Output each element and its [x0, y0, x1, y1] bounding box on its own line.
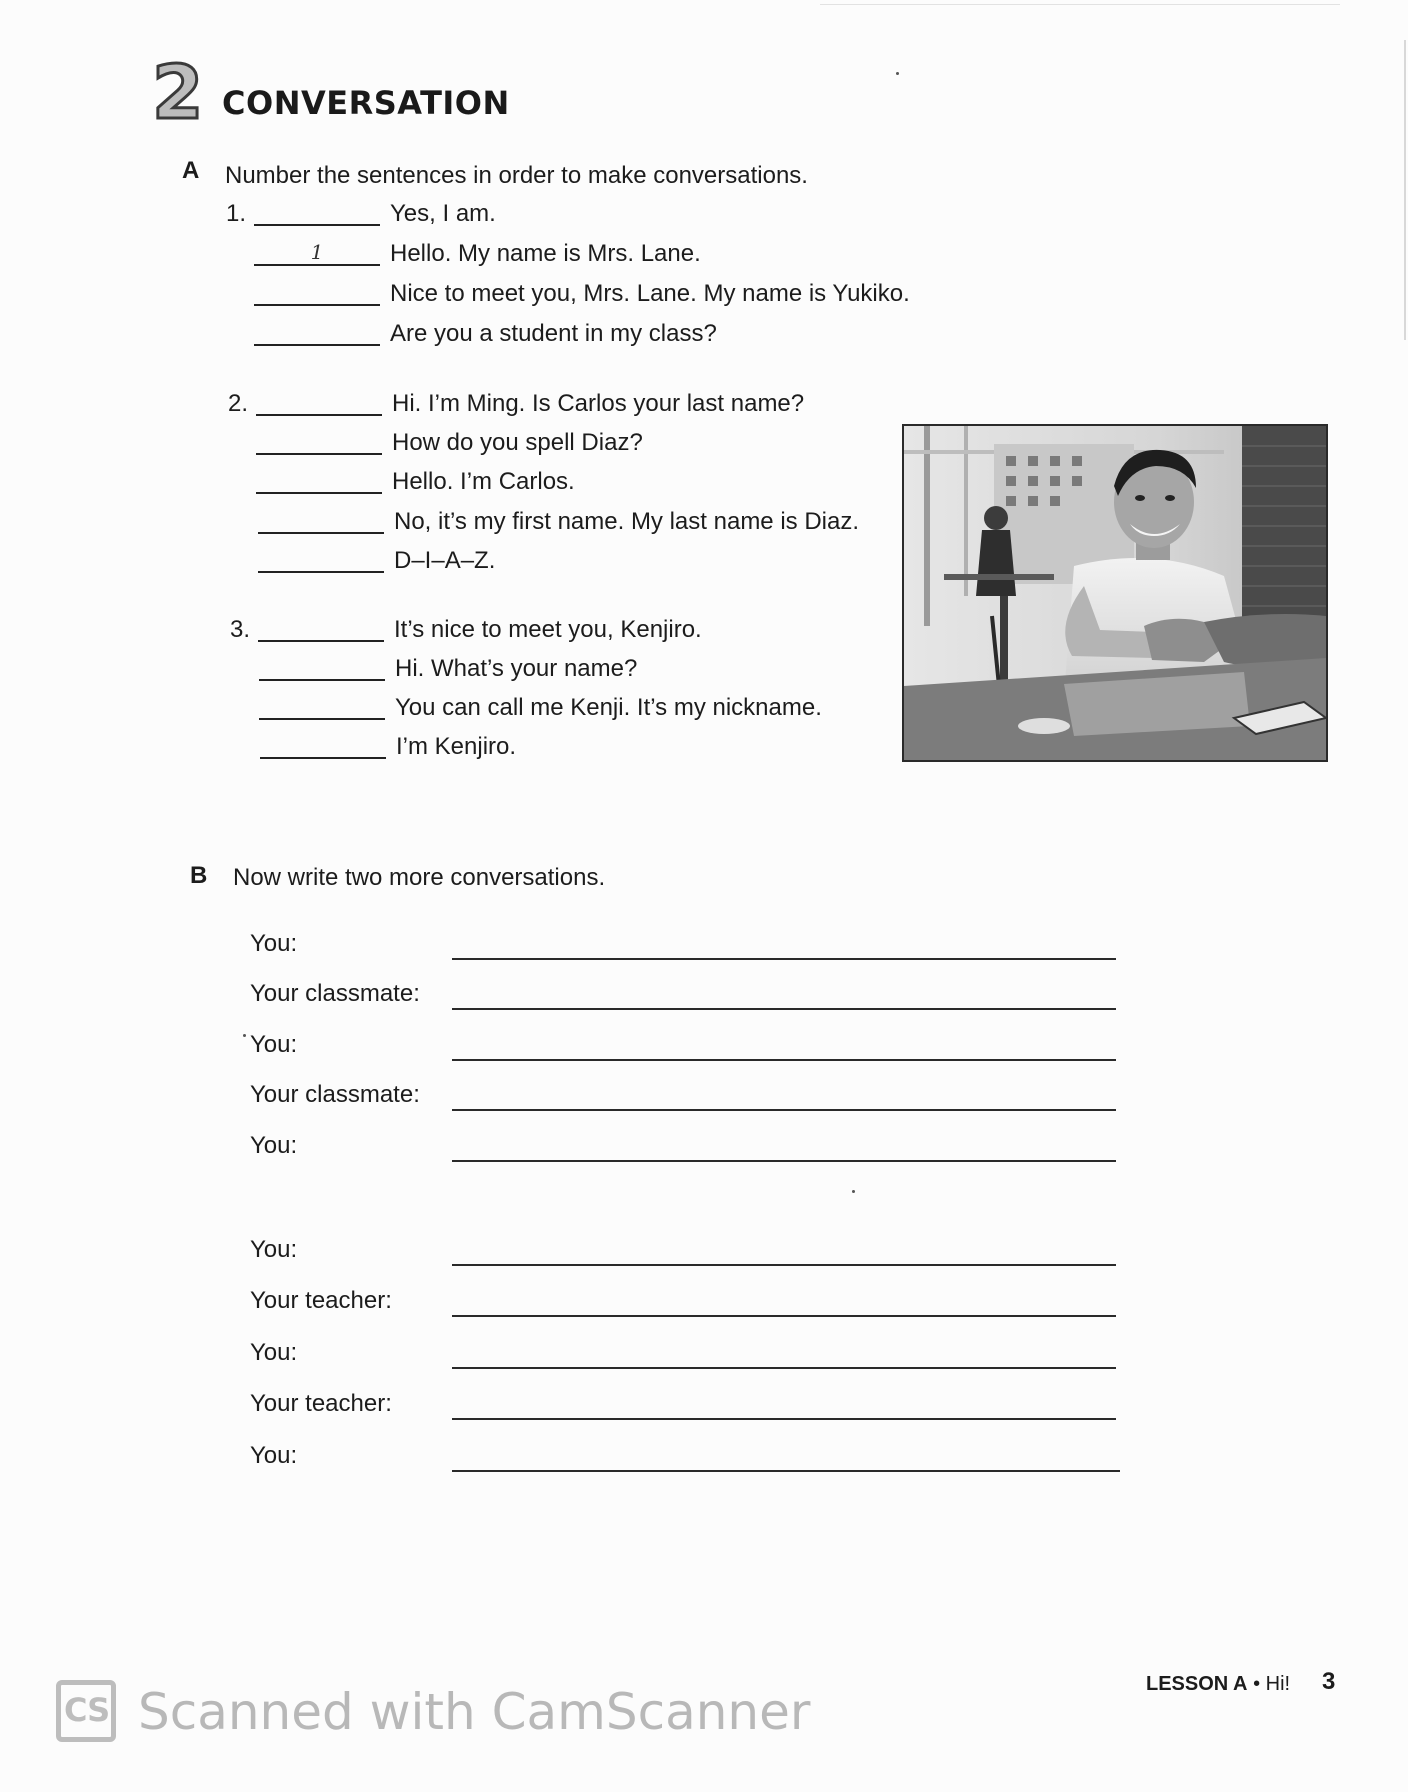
- write-line[interactable]: [452, 1008, 1116, 1010]
- conv1-line-2: [250, 980, 1120, 1016]
- scan-speck: [852, 1190, 855, 1193]
- write-line[interactable]: [452, 1160, 1116, 1162]
- write-line[interactable]: [452, 1418, 1116, 1420]
- page-footer: [1146, 1672, 1290, 1696]
- g3-item-1: [230, 616, 910, 646]
- sentence-text: Nice to meet you, Mrs. Lane. My name is Yukiko.: [390, 280, 910, 307]
- speaker-label: Your classmate:: [250, 1081, 420, 1108]
- g2-item-5: [230, 547, 910, 577]
- footer-lesson: LESSON A: [1146, 1673, 1248, 1695]
- answer-blank[interactable]: [259, 679, 385, 681]
- answer-blank[interactable]: [254, 304, 380, 306]
- sentence-text: It’s nice to meet you, Kenjiro.: [394, 616, 702, 643]
- sentence-text: I’m Kenjiro.: [396, 733, 517, 760]
- group-number: 2.: [228, 390, 249, 417]
- answer-blank[interactable]: [254, 224, 380, 226]
- g3-item-3: [231, 694, 911, 724]
- speaker-label: Your teacher:: [250, 1287, 392, 1314]
- write-line[interactable]: [452, 1367, 1116, 1369]
- speaker-label: You:: [250, 1236, 298, 1263]
- answer-blank[interactable]: [256, 492, 382, 494]
- answer-blank[interactable]: [259, 718, 385, 720]
- part-a-instruction: Number the sentences in order to make conversations.: [225, 162, 808, 189]
- sentence-text: D–I–A–Z.: [394, 547, 496, 574]
- conv1-line-1: [250, 930, 1120, 966]
- group-number: 1.: [226, 200, 247, 227]
- camscanner-logo-text: CS: [64, 1691, 110, 1729]
- g2-item-4: [230, 508, 910, 538]
- answer-blank[interactable]: [254, 344, 380, 346]
- write-line[interactable]: [452, 1059, 1116, 1061]
- answer-blank[interactable]: [258, 532, 384, 534]
- section-number: 2: [152, 50, 204, 136]
- conv2-line-2: [250, 1287, 1120, 1323]
- g2-item-3: [228, 468, 908, 498]
- conv2-line-5: [250, 1442, 1124, 1478]
- g3-item-4: [232, 733, 912, 763]
- speaker-label: You:: [250, 1442, 298, 1469]
- scan-edge-top: [820, 4, 1340, 5]
- g2-item-1: [228, 390, 908, 420]
- conv1-line-5: [250, 1132, 1120, 1168]
- watermark-text: Scanned with CamScanner: [138, 1683, 811, 1741]
- sentence-text: Yes, I am.: [390, 200, 496, 227]
- handshake-photo: [902, 424, 1328, 762]
- camscanner-logo-icon: [56, 1680, 116, 1742]
- conv2-line-1: [250, 1236, 1120, 1272]
- sentence-text: Are you a student in my class?: [390, 320, 717, 347]
- answer-blank[interactable]: [256, 453, 382, 455]
- answer-blank[interactable]: [258, 640, 384, 642]
- speaker-label: Your teacher:: [250, 1390, 392, 1417]
- g3-item-2: [231, 655, 911, 685]
- g2-item-2: [228, 429, 908, 459]
- scan-speck: [896, 72, 899, 75]
- handshake-illustration: [904, 426, 1326, 760]
- write-line[interactable]: [452, 958, 1116, 960]
- conv1-line-4: [250, 1081, 1120, 1117]
- g1-item-1: [226, 200, 946, 230]
- sentence-text: Hello. My name is Mrs. Lane.: [390, 240, 701, 267]
- sentence-text: Hi. What’s your name?: [395, 655, 638, 682]
- part-b-letter: B: [190, 862, 208, 889]
- answer-blank[interactable]: [258, 571, 384, 573]
- write-line[interactable]: [452, 1264, 1116, 1266]
- section-title: CONVERSATION: [222, 84, 510, 122]
- write-line[interactable]: [452, 1470, 1120, 1472]
- write-line[interactable]: [452, 1109, 1116, 1111]
- sentence-text: Hi. I’m Ming. Is Carlos your last name?: [392, 390, 805, 417]
- speaker-label: Your classmate:: [250, 980, 420, 1007]
- scan-edge-right: [1404, 40, 1406, 340]
- answer-blank[interactable]: [260, 757, 386, 759]
- part-b-instruction: Now write two more conversations.: [233, 864, 606, 891]
- sentence-text: How do you spell Diaz?: [392, 429, 643, 456]
- conv2-line-4: [250, 1390, 1122, 1426]
- speaker-label: You:: [250, 1132, 298, 1159]
- sentence-text: Hello. I’m Carlos.: [392, 468, 575, 495]
- part-a-letter: A: [182, 157, 200, 184]
- group-number: 3.: [230, 616, 251, 643]
- page-number: 3: [1322, 1668, 1336, 1695]
- scan-speck: [243, 1034, 246, 1037]
- conv2-line-3: [250, 1339, 1120, 1375]
- speaker-label: You:: [250, 930, 298, 957]
- answer-blank[interactable]: [254, 264, 380, 266]
- g1-item-4: [226, 320, 946, 350]
- footer-title: Hi!: [1265, 1673, 1291, 1695]
- g1-item-3: [226, 280, 946, 310]
- sentence-text: No, it’s my first name. My last name is Diaz.: [394, 508, 859, 535]
- speaker-label: You:: [250, 1031, 298, 1058]
- write-line[interactable]: [452, 1315, 1116, 1317]
- answer-value: 1: [310, 240, 324, 264]
- speaker-label: You:: [250, 1339, 298, 1366]
- conv1-line-3: [250, 1031, 1120, 1067]
- footer-separator: •: [1253, 1673, 1261, 1695]
- sentence-text: You can call me Kenji. It’s my nickname.: [395, 694, 822, 721]
- answer-blank[interactable]: [256, 414, 382, 416]
- g1-item-2: [226, 240, 946, 270]
